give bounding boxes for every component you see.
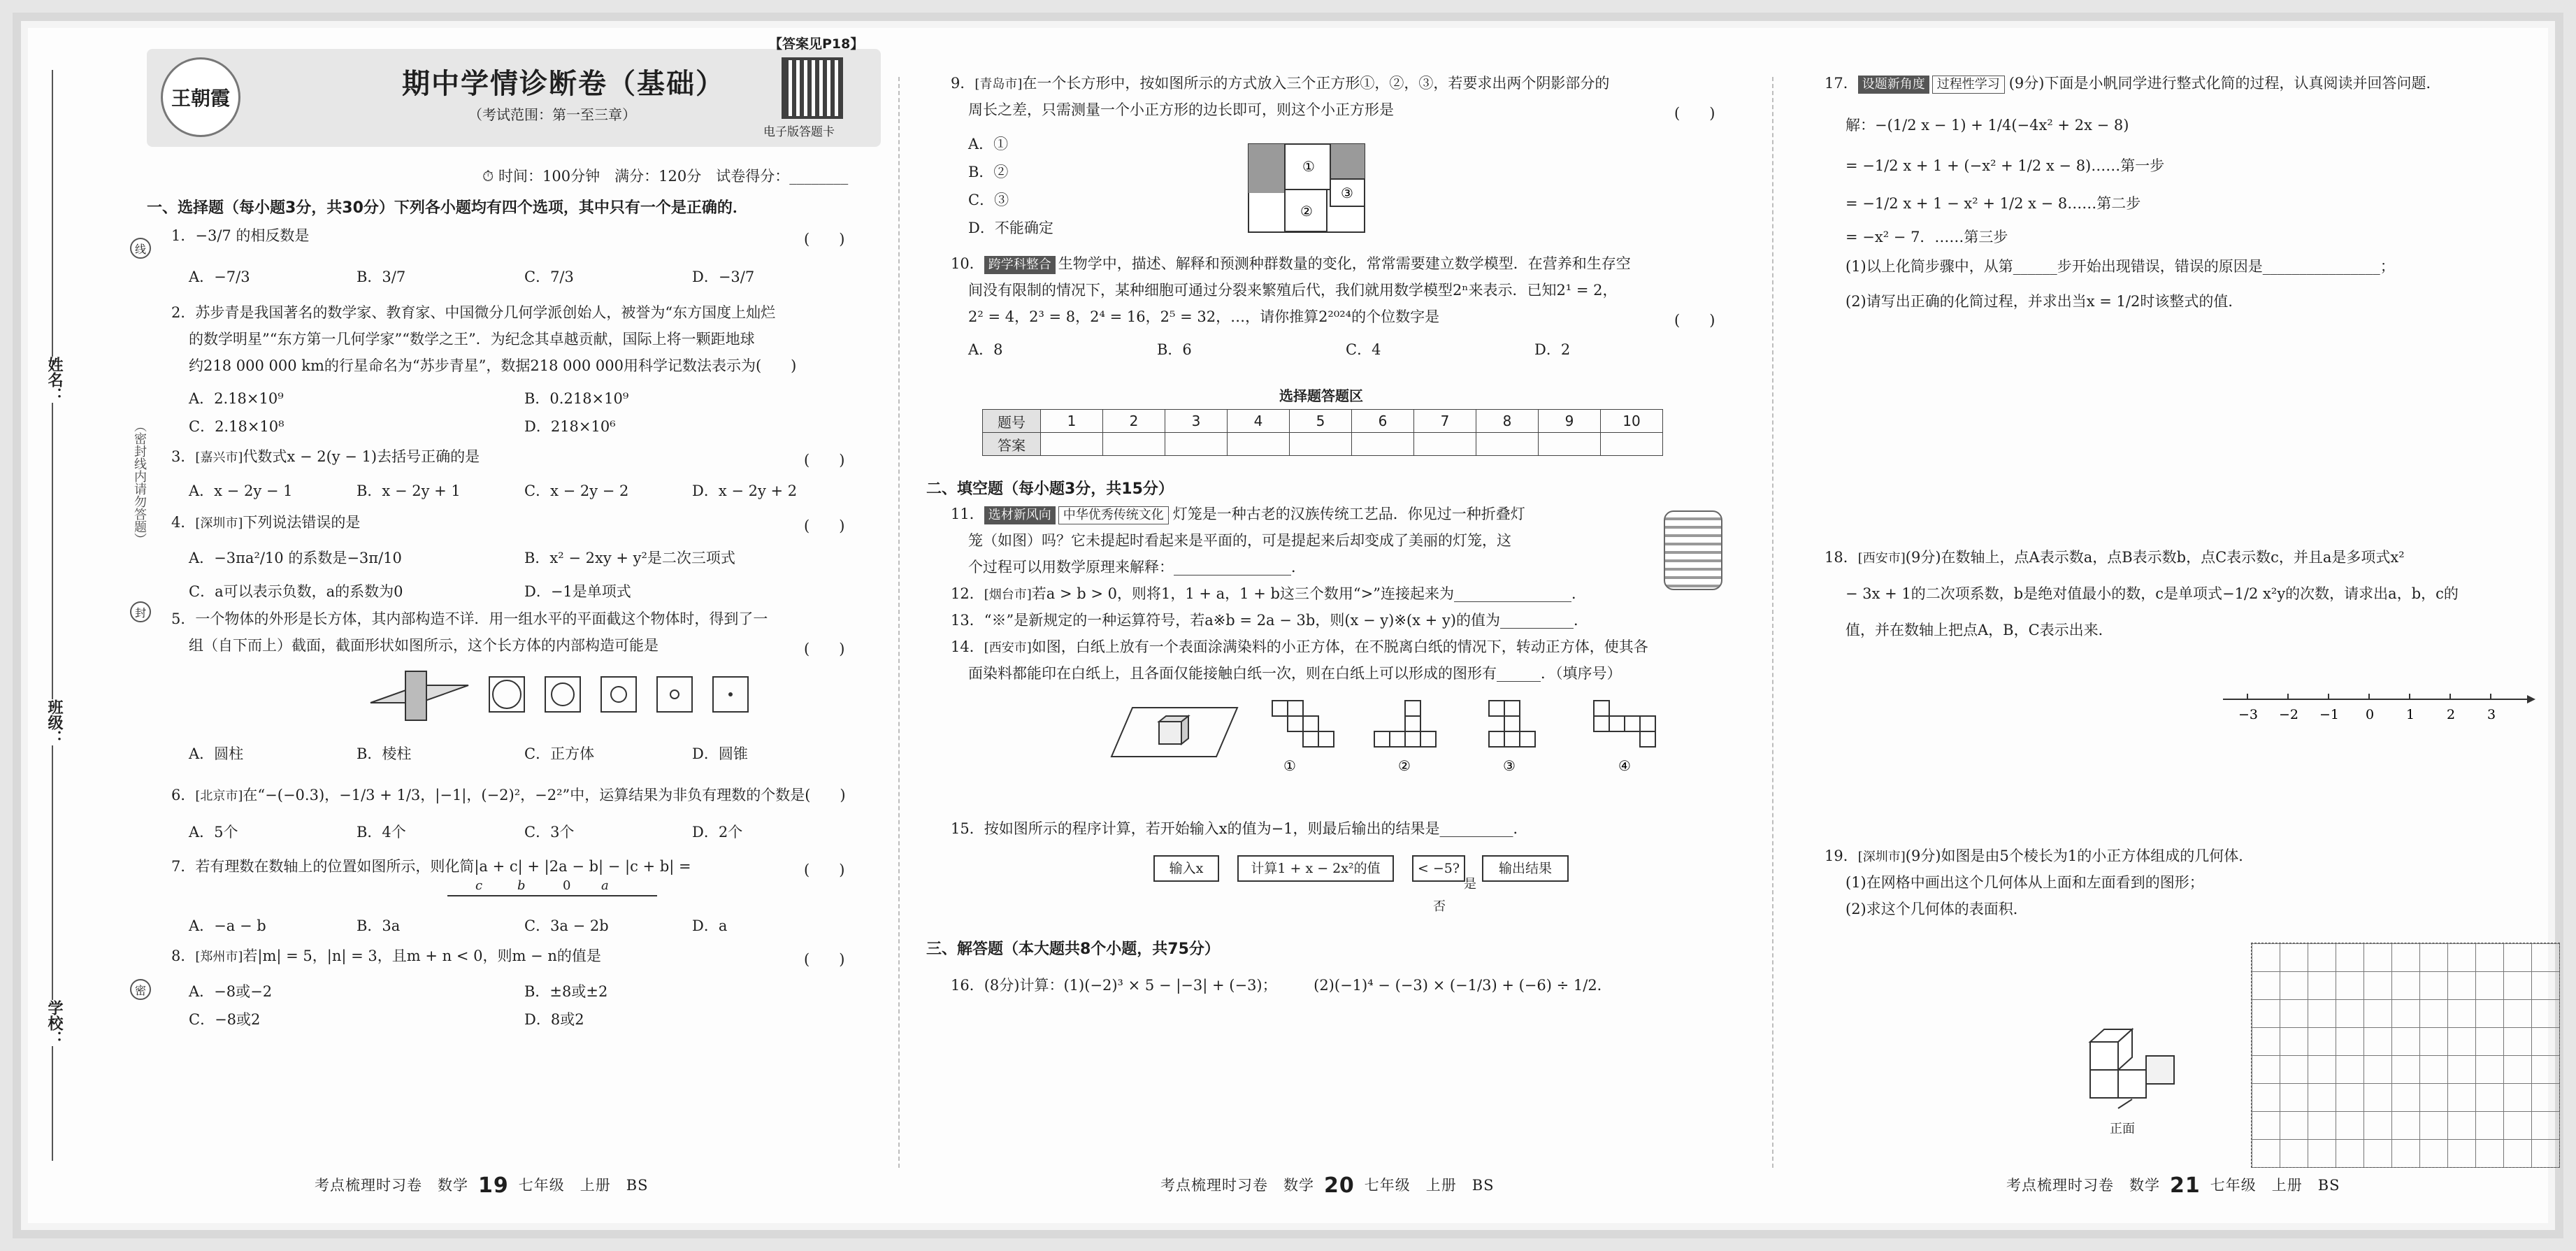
column-divider-1 — [898, 77, 900, 1168]
q4-answer-slot[interactable]: ( ) — [804, 517, 845, 534]
section-choice: 一、选择题（每小题3分，共30分）下列各小题均有四个选项，其中只有一个是正确的． — [147, 199, 748, 217]
q8-option-c[interactable]: C．−8或2 — [189, 1011, 261, 1028]
q7-number-line — [447, 895, 657, 896]
q9-fig-label-1: ① — [1302, 158, 1315, 175]
answer-input-3[interactable] — [1165, 433, 1228, 456]
seal-line-note: （密封线内请勿答题） — [132, 420, 147, 545]
answer-input-7[interactable] — [1414, 433, 1476, 456]
q12-stem: 12．[烟台市]若a > b > 0，则将1，1 + a，1 + b这三个数用“>”连接起来为________________． — [951, 585, 1587, 602]
q8-answer-slot[interactable]: ( ) — [804, 951, 845, 968]
answer-grid-cell: 1 — [1041, 410, 1103, 433]
exam-scope: （考试范围：第一至三章） — [468, 106, 636, 123]
answer-input-8[interactable] — [1476, 433, 1539, 456]
flow-compute: 计算1 + x − 2x²的值 — [1237, 855, 1394, 882]
q4-option-c[interactable]: C．a可以表示负数，a的系数为0 — [189, 583, 403, 600]
q2-stem-1: 2．苏步青是我国著名的数学家、教育家、中国微分几何学派创始人，被誉为“东方国度上灿烂 — [171, 304, 776, 321]
lantern-image — [1664, 510, 1722, 590]
q2-option-a[interactable]: A．2.18×10⁹ — [189, 390, 284, 407]
q1-option-b[interactable]: B．3/7 — [357, 269, 406, 285]
q10-answer-slot[interactable]: ( ) — [1674, 312, 1715, 329]
q17-part-2: (2)请写出正确的化简过程，并求出当x = 1/2时该整式的值． — [1845, 293, 2243, 310]
answer-grid-cell: 6 — [1352, 410, 1414, 433]
q10-option-a[interactable]: A．8 — [968, 341, 1003, 358]
q11-stem-3: 个过程可以用数学原理来解释：________________． — [968, 559, 1306, 576]
qr-code-icon[interactable] — [782, 57, 843, 119]
q17-tag-2: 过程性学习 — [1932, 76, 2005, 94]
q14-stem-1: 14．[西安市]如图，白纸上放有一个表面涂满染料的小正方体，在不脱离白纸的情况下，转动正方体，使其各 — [951, 638, 1648, 655]
q9-stem-2: 周长之差，只需测量一个小正方形的边长即可，则这个小正方形是 — [968, 101, 1394, 118]
name-label: 姓名： — [43, 357, 65, 403]
q9-fig-label-2: ② — [1300, 203, 1313, 220]
q13-stem: 13．“※”是新规定的一种运算符号，若a※b = 2a − 3b，则(x − y)※(x + y)的值为__________． — [951, 612, 1589, 629]
q2-stem-3: 约218 000 000 km的行星命名为“苏步青星”，数据218 000 000用科学记数法表示为( ) — [189, 357, 797, 374]
binding-line — [52, 70, 53, 1161]
answer-grid — [982, 409, 1663, 456]
q10-option-b[interactable]: B．6 — [1157, 341, 1192, 358]
q14-net-figures — [1098, 694, 1699, 785]
front-label: 正面 — [2110, 1122, 2135, 1136]
flow-yes-label: 是 — [1464, 877, 1476, 892]
q7-option-b[interactable]: B．3a — [357, 917, 401, 934]
q14-fig-label-4: ④ — [1618, 757, 1631, 774]
footer-page-20: 考点梳理时习卷 数学 20 七年级 上册 BS — [1160, 1173, 1495, 1198]
q10-stem-2: 间没有限制的情况下，某种细胞可通过分裂来繁殖后代，我们就用数学模型2ⁿ来表示．已知2¹ = 2， — [968, 282, 1618, 299]
q11-tag-2: 中华优秀传统文化 — [1058, 506, 1169, 524]
q9-answer-slot[interactable]: ( ) — [1674, 105, 1715, 122]
q11-stem-1: 11． 选材新风向 中华优秀传统文化 灯笼是一种古老的汉族传统工艺品．你见过一种折叠灯 — [951, 501, 1525, 527]
q3-option-b[interactable]: B．x − 2y + 1 — [357, 482, 461, 499]
q7-point-b: b — [517, 878, 526, 893]
q16-stem: 16．(8分)计算：(1)(−2)³ × 5 − |−3| + (−3)； (2)(−1)⁴ − (−3) × (−1/3) + (−6) ÷ 1/2． — [951, 977, 1612, 994]
q17-step-3: = −x² − 7．……第三步 — [1845, 229, 2008, 245]
q11-stem-2: 笼（如图）吗？它未提起时看起来是平面的，可是提起来后却变成了美丽的灯笼，这 — [968, 532, 1511, 549]
q10-stem-1: 10． 跨学科整合 生物学中，描述、解释和预测种群数量的变化，常常需要建立数学模型．在营养和生存空 — [951, 250, 1631, 277]
q6-region-tag: [北京市] — [195, 789, 243, 803]
section-fill: 二、填空题（每小题3分，共15分） — [926, 480, 1174, 498]
q14-stem-2: 面染料都能印在白纸上，且各面仅能接触白纸一次，则在白纸上可以形成的图形有______．（填序号） — [968, 665, 1622, 682]
q7-answer-slot[interactable]: ( ) — [804, 862, 845, 878]
q9-option-b[interactable]: B．② — [968, 164, 1009, 180]
q19-region-tag: [深圳市] — [1857, 850, 1906, 864]
q3-answer-slot[interactable]: ( ) — [804, 452, 845, 469]
q5-stem-2: 组（自下而上）截面，截面形状如图所示，这个长方体的内部构造可能是 — [189, 637, 659, 654]
q11-tag-1: 选材新风向 — [984, 506, 1056, 524]
q8-region-tag: [郑州市] — [195, 950, 243, 964]
flow-output: 输出结果 — [1482, 855, 1569, 882]
answer-input-4[interactable] — [1228, 433, 1290, 456]
q19-solid-figure — [2076, 1014, 2216, 1112]
q14-fig-label-3: ③ — [1503, 757, 1516, 774]
q2-option-d[interactable]: D．218×10⁶ — [524, 418, 616, 435]
answer-input-5[interactable] — [1290, 433, 1352, 456]
q14-fig-label-1: ① — [1283, 757, 1296, 774]
q6-option-a[interactable]: A．5个 — [189, 824, 238, 841]
q7-point-c: c — [475, 878, 483, 893]
q10-tag: 跨学科整合 — [984, 256, 1056, 274]
page-title: 期中学情诊断卷（基础） — [402, 68, 725, 100]
seal-char-2: 封 — [130, 601, 151, 622]
q2-option-b[interactable]: B．0.218×10⁹ — [524, 390, 629, 407]
q7-point-zero: 0 — [563, 878, 571, 893]
q7-option-a[interactable]: A．−a − b — [189, 917, 266, 934]
exam-sheet — [28, 28, 2548, 1223]
q17-tag-1: 设题新角度 — [1858, 76, 1929, 94]
answer-input-2[interactable] — [1103, 433, 1165, 456]
answer-reference: 【答案见P18】 — [769, 36, 864, 52]
q7-stem: 7．若有理数在数轴上的位置如图所示，则化简|a + c| + |2a − b| − |c + b| = — [171, 858, 691, 875]
q5-option-c[interactable]: C．正方体 — [524, 745, 595, 762]
q18-stem-1: 18．[西安市](9分)在数轴上，点A表示数a，点B表示数b，点C表示数c，并且a是多项式x² — [1825, 549, 2405, 566]
q1-option-c[interactable]: C．7/3 — [524, 269, 574, 285]
q6-option-b[interactable]: B．4个 — [357, 824, 406, 841]
seal-char-1: 线 — [130, 238, 151, 259]
q17-step-1: = −1/2 x + 1 + (−x² + 1/2 x − 8)……第一步 — [1845, 157, 2165, 174]
q8-option-b[interactable]: B．±8或±2 — [524, 983, 608, 1000]
flow-decision: < −5? — [1412, 855, 1465, 882]
q12-region-tag: [烟台市] — [984, 587, 1032, 602]
q9-fig-label-3: ③ — [1341, 185, 1353, 201]
q9-option-c[interactable]: C．③ — [968, 192, 1009, 208]
q4-option-a[interactable]: A．−3πa²/10 的系数是−3π/10 — [189, 550, 402, 566]
school-label: 学校： — [43, 1000, 65, 1046]
q1-option-a[interactable]: A．−7/3 — [189, 269, 250, 285]
q18-number-line — [2216, 685, 2538, 727]
q4-region-tag: [深圳市] — [195, 516, 243, 531]
q10-option-d[interactable]: D．2 — [1534, 341, 1571, 358]
q9-region-tag: [青岛市] — [974, 77, 1023, 92]
q8-stem: 8．[郑州市]若|m| = 5，|n| = 3，且m + n < 0，则m − n的值是 — [171, 948, 601, 964]
q18-stem-2: − 3x + 1的二次项系数，b是绝对值最小的数，c是单项式−1/2 x²y的次数，请求出a，b，c的 — [1845, 585, 2459, 602]
q14-region-tag: [西安市] — [984, 641, 1032, 655]
q10-stem-3: 2² = 4，2³ = 8，2⁴ = 16，2⁵ = 32，…，请你推算2²⁰²⁴的个位数字是 — [968, 308, 1440, 325]
q10-option-c[interactable]: C．4 — [1346, 341, 1381, 358]
flow-input: 输入x — [1153, 855, 1219, 882]
q4-option-d[interactable]: D．−1是单项式 — [524, 583, 631, 600]
answer-grid-cell: 9 — [1539, 410, 1601, 433]
class-label: 班级： — [43, 699, 65, 745]
drawing-grid[interactable] — [2251, 943, 2560, 1168]
tick-label: 2 — [2447, 707, 2456, 722]
answer-grid-cell: 7 — [1414, 410, 1476, 433]
answer-input-9[interactable] — [1539, 433, 1601, 456]
answer-grid-row — [983, 433, 1663, 456]
q19-stem: 19．[深圳市](9分)如图是由5个棱长为1的小正方体组成的几何体． — [1825, 848, 2254, 864]
tick-label: 3 — [2487, 707, 2496, 722]
section-solve: 三、解答题（本大题共8个小题，共75分） — [926, 941, 1220, 958]
answer-grid-cell: 8 — [1476, 410, 1539, 433]
tick-label: −1 — [2319, 707, 2340, 722]
column-divider-2 — [1772, 77, 1773, 1168]
q17-part-1: (1)以上化简步骤中，从第______步开始出现错误，错误的原因是________________； — [1845, 258, 2395, 275]
q14-fig-label-2: ② — [1398, 757, 1411, 774]
footer-page-19: 考点梳理时习卷 数学 19 七年级 上册 BS — [315, 1173, 649, 1198]
q8-option-d[interactable]: D．8或2 — [524, 1011, 584, 1028]
q5-option-d[interactable]: D．圆锥 — [692, 745, 748, 762]
q6-stem: 6．[北京市]在“−(−0.3)，−1/3 + 1/3，|−1|，(−2)²，−2²”中，运算结果为非负有理数的个数是( ) — [171, 787, 846, 803]
q3-option-c[interactable]: C．x − 2y − 2 — [524, 482, 629, 499]
q1-answer-slot[interactable]: ( ) — [804, 231, 845, 248]
answer-grid-header — [983, 410, 1663, 433]
tick-label: 1 — [2406, 707, 2415, 722]
q5-option-a[interactable]: A．圆柱 — [189, 745, 244, 762]
q6-option-c[interactable]: C．3个 — [524, 824, 575, 841]
flow-no-label: 否 — [1433, 899, 1446, 914]
q3-region-tag: [嘉兴市] — [195, 450, 243, 465]
q4-option-b[interactable]: B．x² − 2xy + y²是二次三项式 — [524, 550, 735, 566]
q1-option-d[interactable]: D．−3/7 — [692, 269, 755, 285]
q8-option-a[interactable]: A．−8或−2 — [189, 983, 273, 1000]
q5-answer-slot[interactable]: ( ) — [804, 641, 845, 657]
answer-area-title: 选择题答题区 — [1279, 387, 1363, 404]
q4-stem: 4．[深圳市]下列说法错误的是 — [171, 514, 361, 531]
q7-option-d[interactable]: D．a — [692, 917, 728, 934]
answer-input-10[interactable] — [1601, 433, 1663, 456]
q9-option-a[interactable]: A．① — [968, 136, 1009, 152]
q15-stem: 15．按如图所示的程序计算，若开始输入x的值为−1，则最后输出的结果是__________． — [951, 820, 1528, 837]
tick-label: −2 — [2279, 707, 2299, 722]
q17-stem: 17． 设题新角度 过程性学习 (9分)下面是小帆同学进行整式化简的过程，认真阅读并回答问题． — [1825, 70, 2440, 96]
q3-option-a[interactable]: A．x − 2y − 1 — [189, 482, 293, 499]
answer-grid-cell: 题号 — [983, 410, 1041, 433]
footer-page-21: 考点梳理时习卷 数学 21 七年级 上册 BS — [2006, 1173, 2340, 1198]
q17-step-2: = −1/2 x + 1 − x² + 1/2 x − 8……第二步 — [1845, 195, 2141, 212]
q18-region-tag: [西安市] — [1857, 551, 1906, 566]
q18-stem-3: 值，并在数轴上把点A，B，C表示出来． — [1845, 622, 2113, 638]
q9-stem-1: 9．[青岛市]在一个长方形中，按如图所示的方式放入三个正方形①，②，③，若要求出两个阴影部分的 — [951, 75, 1610, 92]
tick-label: −3 — [2238, 707, 2259, 722]
q6-option-d[interactable]: D．2个 — [692, 824, 743, 841]
q19-part-2: (2)求这个几何体的表面积． — [1845, 901, 2028, 917]
q2-option-c[interactable]: C．2.18×10⁸ — [189, 418, 285, 435]
answer-grid-row-label: 答案 — [983, 433, 1041, 456]
qr-label: 电子版答题卡 — [763, 125, 835, 139]
q17-step-0: 解：−(1/2 x − 1) + 1/4(−4x² + 2x − 8) — [1845, 117, 2129, 134]
q7-option-c[interactable]: C．3a − 2b — [524, 917, 609, 934]
q3-option-d[interactable]: D．x − 2y + 2 — [692, 482, 798, 499]
answer-input-1[interactable] — [1041, 433, 1103, 456]
answer-grid-cell: 2 — [1103, 410, 1165, 433]
brand-logo: 王朝霞 — [161, 57, 240, 137]
seal-char-3: 密 — [130, 979, 151, 1000]
exam-meta: ⏱ 时间：100分钟 满分：120分 试卷得分：________ — [482, 168, 849, 185]
answer-grid-cell: 5 — [1290, 410, 1352, 433]
answer-grid-cell: 3 — [1165, 410, 1228, 433]
q19-part-1: (1)在网格中画出这个几何体从上面和左面看到的图形； — [1845, 874, 2204, 891]
answer-input-6[interactable] — [1352, 433, 1414, 456]
q1-stem: 1．−3/7 的相反数是 — [171, 227, 310, 244]
q3-stem: 3．[嘉兴市]代数式x − 2(y − 1)去括号正确的是 — [171, 448, 480, 465]
q2-stem-2: 的数学明星”“东方第一几何学家”“数学之王”．为纪念其卓越贡献，国际上将一颗距地球 — [189, 331, 755, 348]
q9-option-d[interactable]: D．不能确定 — [968, 220, 1053, 236]
tick-label: 0 — [2366, 707, 2375, 722]
answer-grid-cell: 10 — [1601, 410, 1663, 433]
q5-cross-section-figure — [364, 664, 755, 727]
q5-option-b[interactable]: B．棱柱 — [357, 745, 412, 762]
q9-squares-figure — [1248, 143, 1367, 234]
answer-grid-cell: 4 — [1228, 410, 1290, 433]
q7-point-a: a — [601, 878, 609, 893]
q5-stem-1: 5．一个物体的外形是长方体，其内部构造不详．用一组水平的平面截这个物体时，得到了一 — [171, 610, 768, 627]
